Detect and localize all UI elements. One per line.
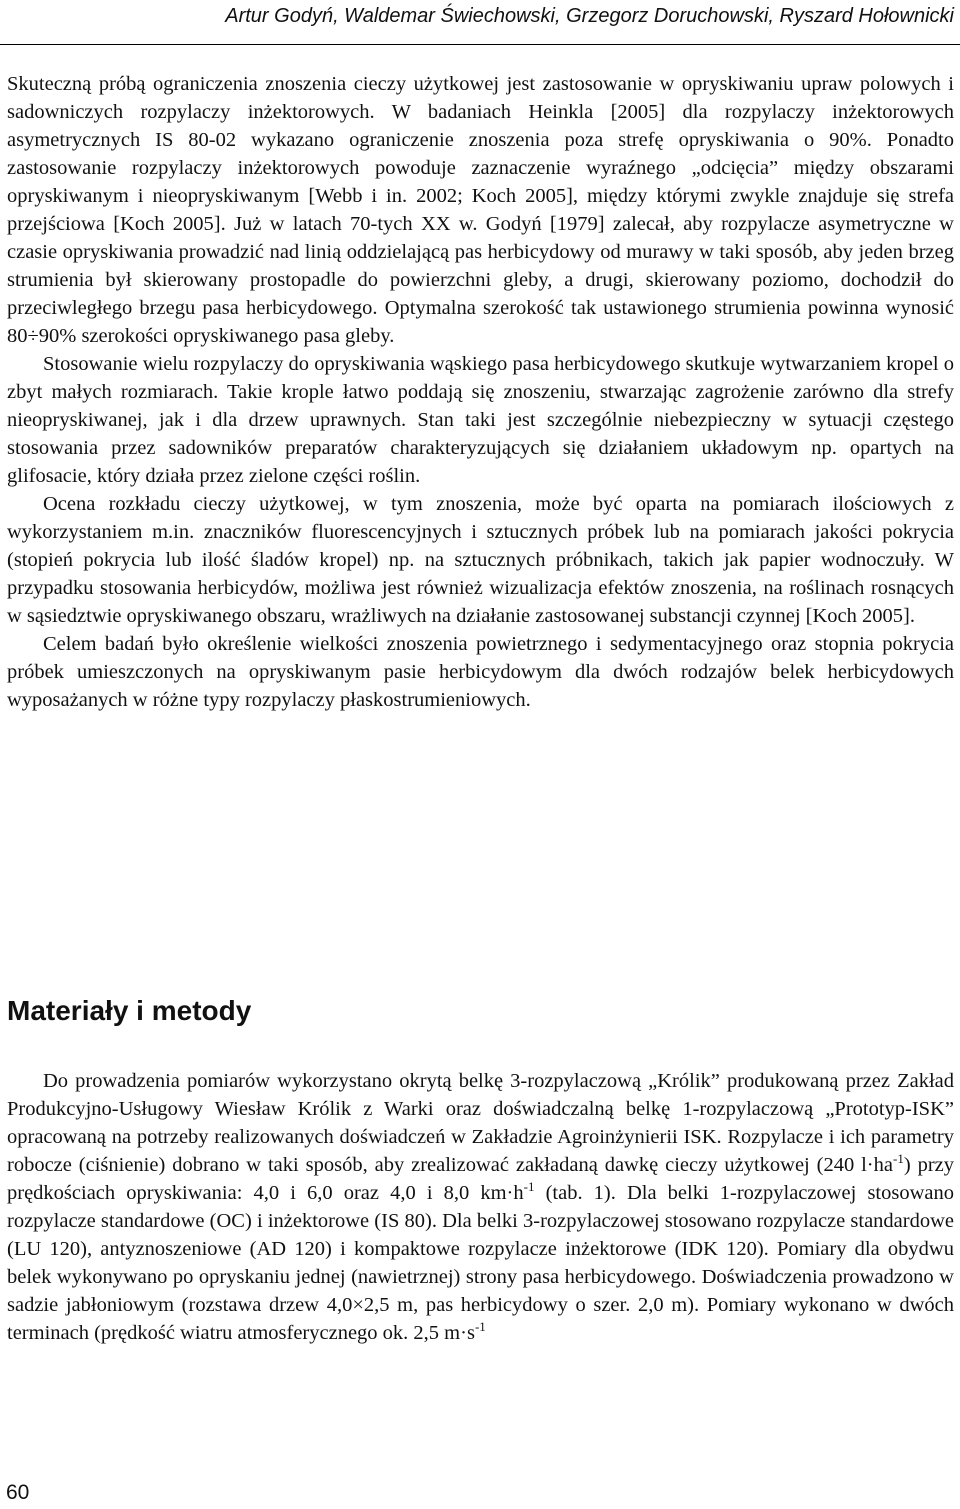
running-header: [0, 0, 960, 45]
paragraph: Celem badań było określenie wielkości znoszenia powietrznego i sedymentacyjnego oraz stopnia pokrycia próbek umieszczonych na opryskiwanym pasie herbicydowym dla dwóch rodzajów belek herbicydowych wyposażanych w różne typy rozpylaczy płaskostrumieniowych.: [7, 633, 954, 711]
superscript: -1: [474, 1319, 486, 1335]
paragraph: Ocena rozkładu cieczy użytkowej, w tym znoszenia, może być oparta na pomiarach ilościowych z wykorzystaniem m.in. znaczników fluorescencyjnych i sztucznych próbek lub na pomiarach jakości pokrycia (stopień pokrycia lub ilość śladów kropel) np. na sztucznych próbnikach, takich jak papier wodnoczuły. W przypadku stosowania herbicydów, możliwa jest również wizualizacja efektów znoszenia, na roślinach rosnących w sąsiedztwie opryskiwanego obszaru, wrażliwych na działanie zastosowanej substancji czynnej [Koch 2005].: [7, 493, 954, 627]
text-run: (tab. 1). Dla belki 1-rozpylaczowej stosowano rozpylacze standardowe (OC) i inżektorowe (IS 80). Dla belki 3-rozpylaczowej stosowano rozpylacze standardowe (LU 120), antyznoszeniowe (AD 120) i kompaktowe rozpylacze inżektorowe (IDK 120). Pomiary dla obydwu belek wykonywano po opryskaniu jednej (nawietrznej) strony pasa herbicydowego. Doświadczenia prowadzono w sadzie jabłoniowym (rozstawa drzew 4,0×2,5 m, pas herbicydowy o szer. 2,0 m). Pomiary wykonano w dwóch terminach (prędkość wiatru atmosferycznego ok. 2,5 m·s: [7, 1182, 954, 1344]
text-run: ) przy prędkościach opryskiwania: 4,0 i 6,0 oraz 4,0 i 8,0 km·h: [7, 1154, 954, 1204]
superscript: -1: [893, 1151, 904, 1167]
header-authors: Artur Godyń, Waldemar Świechowski, Grzegorz Doruchowski, Ryszard Hołownicki: [225, 5, 954, 27]
text-run: Do prowadzenia pomiarów wykorzystano okrytą belkę 3-rozpylaczową „Królik” produkowaną przez Zakład Produkcyjno-Usługowy Wiesław Królik z Warki oraz doświadczalną belkę 1-rozpylaczową „Prototyp-ISK” opracowaną na potrzeby realizowanych doświadczeń w Zakładzie Agroinżynierii ISK. Rozpylacze i ich parametry robocze (ciśnienie) dobrano w taki sposób, aby zrealizować zakładaną dawkę cieczy użytkowej (240 l·ha: [7, 1070, 954, 1176]
paragraph: Skuteczną próbą ograniczenia znoszenia cieczy użytkowej jest zastosowanie w opryskiwaniu upraw polowych i sadowniczych rozpylaczy inżektorowych. W badaniach Heinkla [2005] dla rozpylaczy inżektorowych asymetrycznych IS 80-02 wykazano ograniczenie znoszenia poza strefę opryskiwania o 90%. Ponadto zastosowanie rozpylaczy inżektorowych powoduje zaznaczenie wyraźnego „odcięcia” między obszarami opryskiwanym i nieopryskiwanym [Webb i in. 2002; Koch 2005], między którymi zwykle znajduje się strefa przejściowa [Koch 2005]. Już w latach 70-tych XX w. Godyń [1979] zalecał, aby rozpylacze asymetryczne w czasie opryskiwania prowadzić nad linią oddzielającą pas herbicydowy od murawy w taki sposób, aby jeden brzeg strumienia był skierowany prostopadle do powierzchni gleby, a drugi, skierowany poziomo, dochodził do przeciwległego brzegu pasa herbicydowego. Optymalna szerokość tak ustawionego strumienia powinna wynosić 80÷90% szerokości opryskiwanego pasa gleby.: [7, 73, 954, 347]
page-number: 60: [6, 1481, 30, 1504]
methods-text: [7, 1067, 954, 1347]
intro-text: [7, 70, 954, 714]
section-heading: Materiały i metody: [7, 995, 252, 1026]
paragraph: Stosowanie wielu rozpylaczy do opryskiwania wąskiego pasa herbicydowego skutkuje wytwarzaniem kropel o zbyt małych rozmiarach. Takie krople łatwo poddają się znoszeniu, stwarzając zagrożenie zarówno dla strefy nieopryskiwanej, jak i dla drzew uprawnych. Stan taki jest szczególnie niebezpieczny w sytuacji częstego stosowania przez sadowników preparatów charakteryzujących się działaniem układowym np. opartych na glifosacie, który działa przez zielone części roślin.: [7, 353, 954, 487]
paragraph: [7, 1067, 954, 1347]
superscript: -1: [523, 1179, 535, 1195]
